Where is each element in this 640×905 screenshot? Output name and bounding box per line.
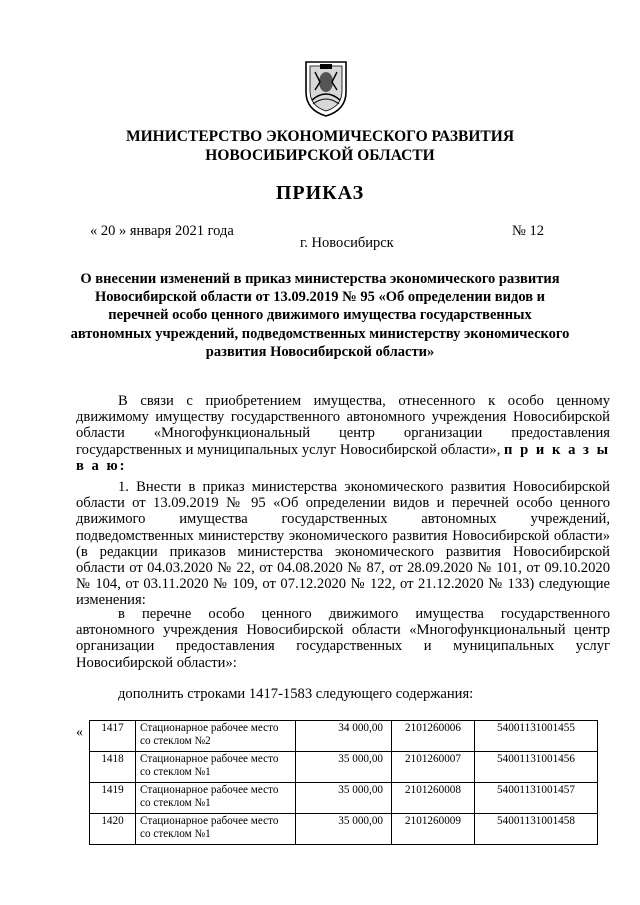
item-code: 2101260008	[392, 783, 475, 814]
inventory-number: 54001131001456	[475, 752, 598, 783]
item-cost: 34 000,00	[296, 721, 392, 752]
document-type: ПРИКАЗ	[275, 182, 365, 204]
order-word: п р и к а з ы в а ю:	[76, 441, 610, 474]
item-name: Стационарное рабочее место со стеклом №1	[136, 814, 296, 845]
table-row	[90, 783, 598, 814]
item-name: Стационарное рабочее место со стеклом №2	[136, 721, 296, 752]
table-row	[90, 752, 598, 783]
item-name: Стационарное рабочее место со стеклом №1	[136, 783, 296, 814]
order-date: « 20 » января 2021 года	[90, 223, 234, 239]
table-row	[90, 814, 598, 845]
table-row	[90, 721, 598, 752]
ministry-line-2: НОВОСИБИРСКОЙ ОБЛАСТИ	[205, 147, 435, 164]
item-code: 2101260007	[392, 752, 475, 783]
coat-of-arms-icon	[302, 58, 350, 118]
item-code: 2101260006	[392, 721, 475, 752]
row-number: 1420	[90, 814, 136, 845]
table-open-quote: «	[76, 725, 83, 740]
inventory-number: 54001131001455	[475, 721, 598, 752]
inventory-number: 54001131001457	[475, 783, 598, 814]
item-code: 2101260009	[392, 814, 475, 845]
paragraph-list-intro: в перечне особо ценного движимого имущества государственного автономного учреждения Новосибирской области «Многофункциональный центр организации предоставления государственных и муниципальных услуг Новосибирской области»:	[76, 606, 610, 671]
item-cost: 35 000,00	[296, 814, 392, 845]
preamble-text: В связи с приобретением имущества, отнесенного к особо ценному движимому имуществу государственного автономного учреждения Новосибирской области «Многофункциональный центр организации предоставления государственных и муниципальных услуг Новосибирской области»,	[76, 393, 610, 458]
item-cost: 35 000,00	[296, 752, 392, 783]
paragraph-item-1: 1. Внести в приказ министерства экономического развития Новосибирской области от 13.09.2019 № 95 «Об определении видов и перечней особо ценного движимого имущества государственных автономных учреждений, подведомственных министерству экономического развития Новосибирской области» (в редакции приказов министерства экономического развития Новосибирской области от 04.03.2020 № 22, от 04.08.2020 № 87, от 28.09.2020 № 101, от 09.10.2020 № 104, от 03.11.2020 № 109, от 07.12.2020 № 122, от 21.12.2020 № 133) следующие изменения:	[76, 479, 610, 609]
row-number: 1417	[90, 721, 136, 752]
inventory-number: 54001131001458	[475, 814, 598, 845]
item-name: Стационарное рабочее место со стеклом №1	[136, 752, 296, 783]
ministry-name	[0, 127, 640, 165]
row-number: 1419	[90, 783, 136, 814]
row-number: 1418	[90, 752, 136, 783]
paragraph-preamble	[76, 393, 610, 474]
order-number: № 12	[512, 223, 544, 239]
property-table	[89, 720, 598, 845]
city: г. Новосибирск	[300, 235, 394, 251]
item-cost: 35 000,00	[296, 783, 392, 814]
document-heading: О внесении изменений в приказ министерства экономического развития Новосибирской области от 13.09.2019 № 95 «Об определении видов и перечней особо ценного движимого имущества государственных автономных учреждений, подведомственных министерству экономического развития Новосибирской области»	[70, 271, 570, 360]
paragraph-append-rows: дополнить строками 1417-1583 следующего содержания:	[118, 686, 474, 702]
ministry-line-1: МИНИСТЕРСТВО ЭКОНОМИЧЕСКОГО РАЗВИТИЯ	[125, 128, 515, 145]
